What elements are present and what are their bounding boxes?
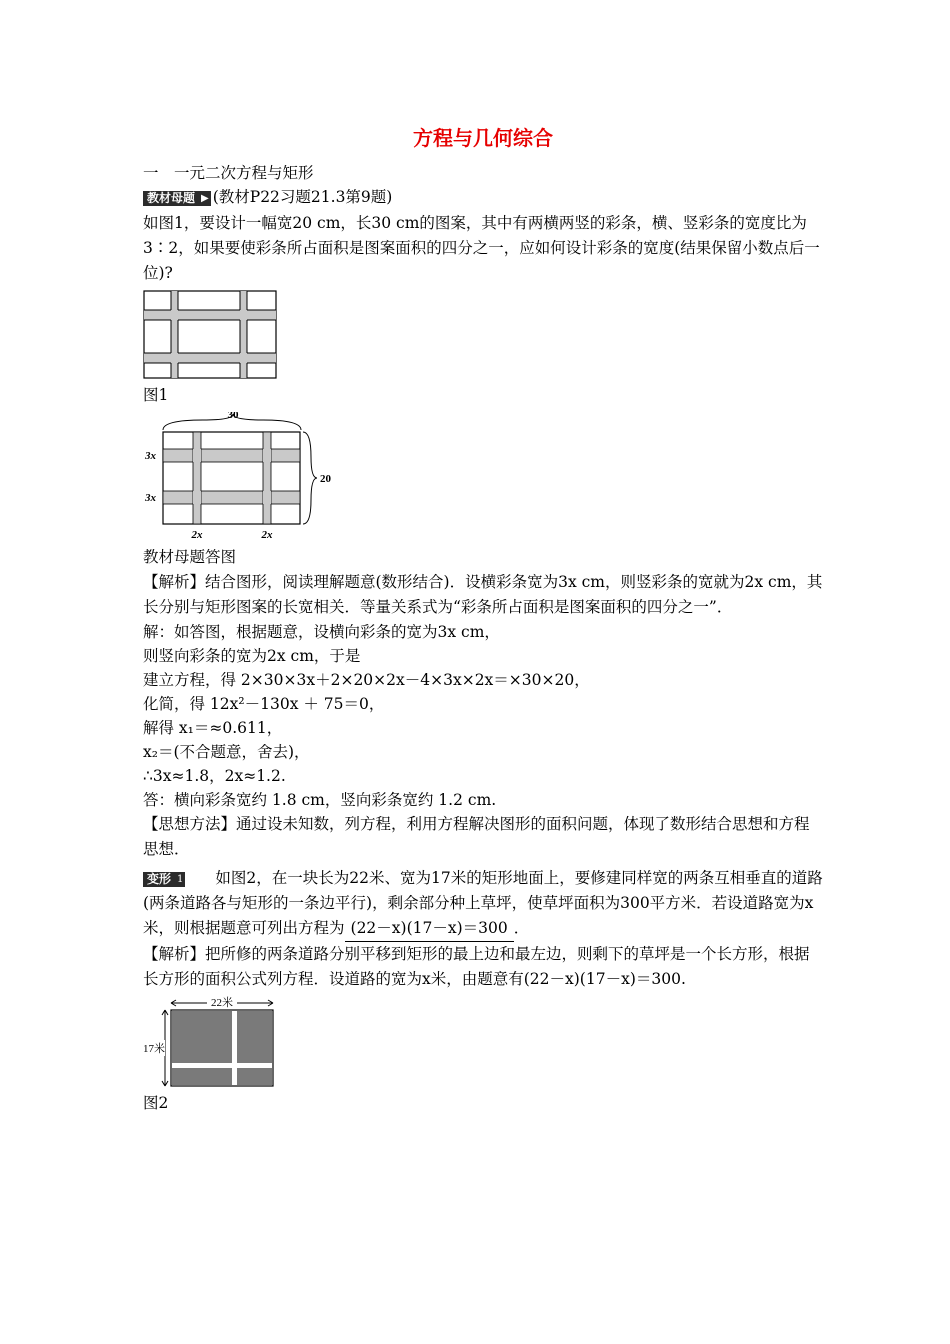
figure-1 (143, 290, 279, 380)
figure-2-caption: 图2 (143, 1094, 169, 1112)
page-title: 方程与几何综合 (413, 126, 553, 150)
answer-fig-bottom-label-2: 2x (261, 529, 273, 541)
fig2-top-label: 22米 (211, 997, 233, 1009)
variant-number: 1 (177, 873, 184, 885)
figure-answer-caption: 教材母题答图 (143, 548, 237, 566)
mother-problem-source: (教材P22习题21.3第9题) (212, 188, 393, 206)
solution-line: 答：横向彩条宽约 1.8 cm，竖向彩条宽约 1.2 cm. (143, 791, 497, 809)
answer-fig-left-label-1: 3x (145, 450, 156, 462)
variant-text: 如图2，在一块长为22米、宽为17米的矩形地面上，要修建同样宽的两条互相垂直的道路(两条道路各与矩形的一条边平行)，剩余部分种上草坪，使草坪面积为300平方米．若设道路宽为x米，则根据题意可列出方程为 (143, 869, 823, 937)
variant-problem (143, 866, 823, 942)
solution-block (143, 620, 823, 812)
mother-problem-tag: 教材母题 (143, 191, 199, 206)
document-page (143, 118, 823, 1120)
variant-text-end: ． (513, 919, 530, 937)
method-text: 【思想方法】通过设未知数，列方程，利用方程解决图形的面积问题，体现了数形结合思想和方程思想． (143, 815, 810, 858)
answer-fig-bottom-label-1: 2x (191, 529, 203, 541)
answer-fig-top-label: 30 (227, 412, 239, 421)
solution-line: 化简，得 12x²－130x ＋ 75＝0， (143, 695, 385, 713)
variant-answer-blank: (22－x)(17－x)＝300 (345, 916, 514, 942)
answer-fig-left-label-2: 3x (145, 492, 156, 504)
solution-line: 建立方程，得 2×30×3x＋2×20×2x－4×3x×2x＝×30×20， (143, 671, 590, 689)
analysis-text: 【解析】结合图形，阅读理解题意(数形结合)．设横彩条宽为3x cm，则竖彩条的宽就为2x cm，其长分别与矩形图案的长宽相关．等量关系式为“彩条所占面积是图案面积的四分之一”． (143, 573, 823, 616)
solution-line: 解：如答图，根据题意，设横向彩条的宽为3x cm， (143, 623, 500, 641)
variant-analysis: 【解析】把所修的两条道路分别平移到矩形的最上边和最左边，则剩下的草坪是一个长方形，根据长方形的面积公式列方程．设道路的宽为x米，由题意有(22－x)(17－x)＝300. (143, 945, 810, 988)
play-arrow-icon: ▶ (201, 192, 209, 204)
figure-answer (143, 412, 333, 542)
mother-problem-header (143, 185, 823, 209)
variant-tag: 变形 (143, 872, 175, 887)
solution-line: 则竖向彩条的宽为2x cm，于是 (143, 647, 361, 665)
section-heading: 一 一元二次方程与矩形 (143, 164, 314, 182)
solution-line: x₂＝(不合题意，舍去)， (143, 743, 310, 761)
figure-2 (143, 996, 283, 1088)
fig2-left-label: 17米 (143, 1043, 165, 1055)
figure-1-caption: 图1 (143, 386, 169, 404)
answer-fig-right-label: 20 (320, 473, 331, 485)
solution-line: ∴3x≈1.8，2x≈1.2. (143, 767, 286, 785)
mother-problem-text: 如图1，要设计一幅宽20 cm，长30 cm的图案，其中有两横两竖的彩条，横、竖彩条的宽度比为3∶2，如果要使彩条所占面积是图案面积的四分之一，应如何设计彩条的宽度(结果保留小数点后一位)? (143, 214, 820, 282)
solution-line: 解得 x₁＝≈0.611， (143, 719, 283, 737)
